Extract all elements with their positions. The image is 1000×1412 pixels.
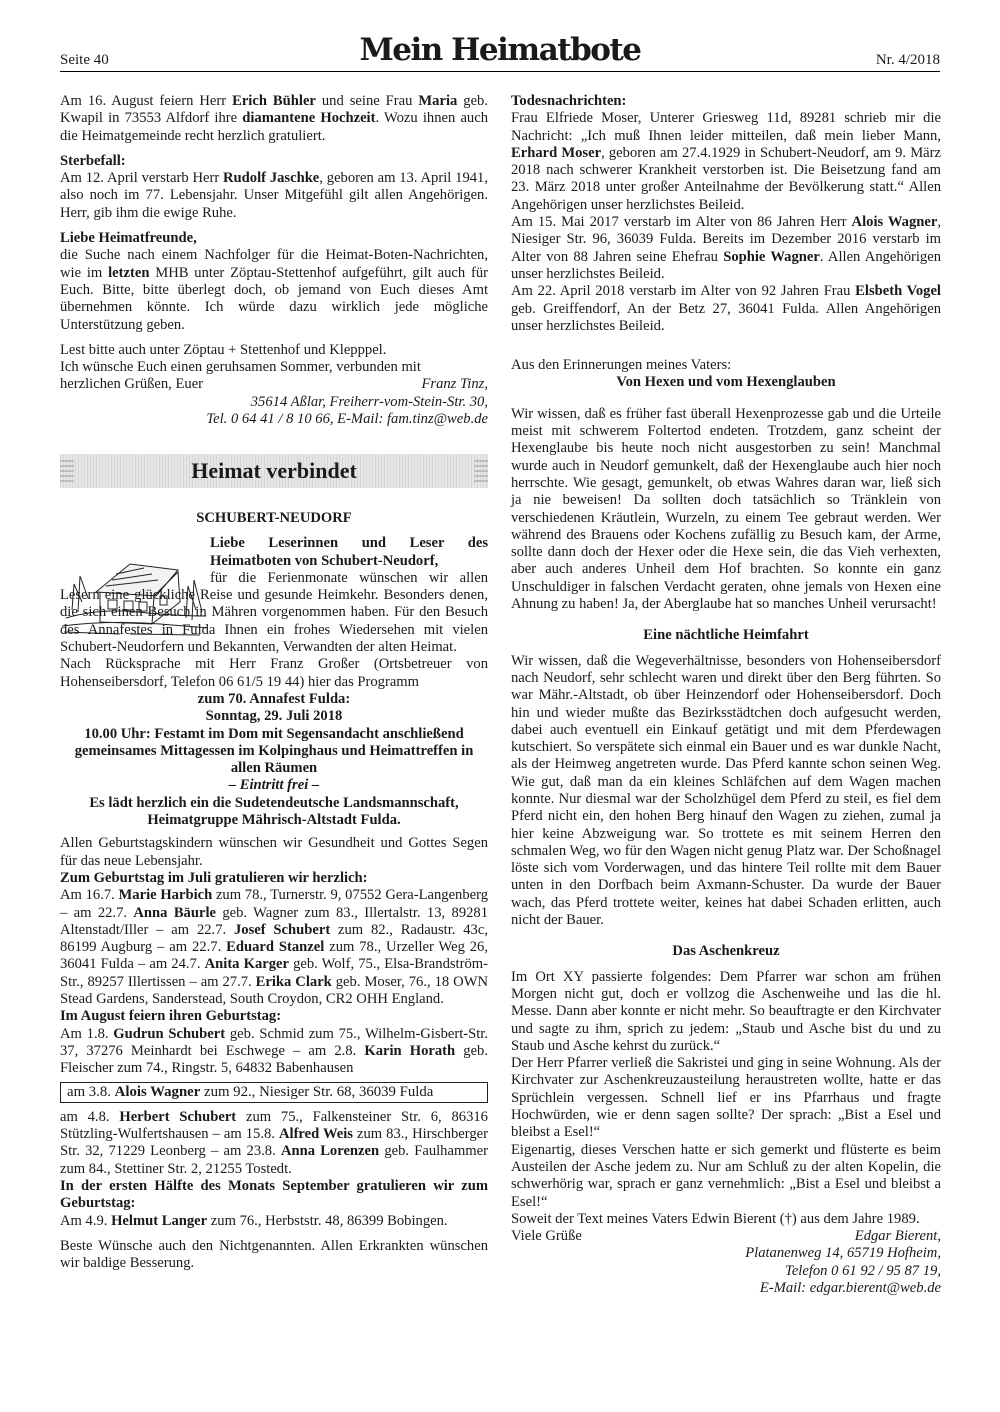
highlighted-birthday-box: am 3.8. Alois Wagner zum 92., Niesiger Str. 68, 36039 Fulda: [60, 1082, 488, 1103]
todesnachrichten-heading: Todesnachrichten:: [511, 93, 627, 109]
fest-date: Sonntag, 29. Juli 2018: [205, 708, 343, 725]
hexen-intro: Aus den Erinnerungen meines Vaters:: [511, 357, 732, 374]
todesnachricht-vogel: Am 22. April 2018 verstarb im Alter von 92 Jahren Frau Elsbeth Vogel geb. Greiffendorf, An der Betz 27, 36041 Fulda. Allen Angehörigen unser herzlichstes Beileid.: [511, 283, 941, 334]
liebe-heimatfreunde-text: die Suche nach einem Nachfolger für die Heimat-Boten-Nachrichten, wie im letzten MHB unter Zöptau-Stettenhof aufgeführt, gilt auch für Euch. Bitte, bitte überlegt doch, ob jemand von Euch dieses Amt übernehmen könnte. Ich würde dazu wirklich jede mögliche Unterstützung geben.: [60, 247, 488, 333]
august-birthdays-2: am 4.8. Herbert Schubert zum 75., Falkensteiner Str. 6, 86316 Stützling-Wulfertshausen – am 15.8. Alfred Weis zum 83., Hirschberger Str. 32, 71229 Leonberg – am 23.8. Anna Lorenzen geb. Faulhammer zum 84., Stettiner Str. 2, 21255 Tostedt.: [60, 1108, 488, 1177]
birthday-wishes: Allen Geburtstagskindern wünschen wir Gesundheit und Gottes Segen für das neue Lebensjahr.: [60, 835, 488, 869]
aschenkreuz-title: Das Aschenkreuz: [672, 943, 780, 960]
left-column-top: [60, 93, 488, 428]
masthead-logo: Mein Heimatbote: [359, 32, 641, 68]
aschenkreuz-para-4: Soweit der Text meines Vaters Edwin Bierent (†) aus dem Jahre 1989.: [511, 1210, 920, 1227]
final-wishes: Beste Wünsche auch den Nichtgenannten. Allen Erkrankten wünschen wir baldige Besserung.: [60, 1237, 488, 1272]
issue-number: Nr. 4/2018: [875, 52, 940, 68]
header-rule: [60, 71, 940, 72]
july-birthdays-heading: Zum Geburtstag im Juli gratulieren wir herzlich:: [60, 869, 368, 886]
anniversary-note: Am 16. August feiern Herr Erich Bühler und seine Frau Maria geb. Kwapil in 73553 Alfdorf ihre diamantene Hochzeit. Wozu ihnen auch die Heimatgemeinde recht herzlich gratuliert.: [60, 93, 488, 144]
sterbefall-heading: Sterbefall:: [60, 152, 126, 169]
signoff-email: E-Mail: edgar.bierent@web.de: [759, 1280, 941, 1296]
liebe-heimatfreunde-heading: Liebe Heimatfreunde,: [60, 230, 197, 247]
hexen-body: Wir wissen, daß es früher fast überall Hexenprozesse gab und die Urteile meist mit schwerem Foltertod endeten. Trotzdem, ganz scheint der Hexenglaube bis heute noch nicht ausgestorben zu sein! Manchmal wurde auch in Neudorf gemunkelt, daß der Hexenglaube auch hier noch herrschte. Wie gesagt, gemunkelt, ob etwas Wahres daran war, ließ sich ja nie beweisen! Da sollten doch tatsächlich so Tränklein von verschiedenen Kräutlein, Wurzeln, zu einem Tee gebraut werden. Wer während des Brauens oder Kochens zufällig zu Besuch kam, der Arme, sollte dann doch der Hexer oder die Hexe sein, die das Vieh verhexten, aber auch anderes Unheil dem Hof brachten. So konnte ein ganz Unschuldiger in falschen Verdacht geraten, ohne jemals von Hexen eine Ahnung zu haben! Ja, der Aberglaube hat so manches Unheil verursacht!: [511, 405, 941, 613]
fest-admission: – Eintritt frei –: [228, 777, 320, 794]
fest-title: zum 70. Annafest Fulda:: [197, 690, 351, 707]
closing-line-2: Ich wünsche Euch einen geruhsamen Sommer, verbunden mit: [60, 359, 421, 376]
signoff-phone: Telefon 0 61 92 / 95 87 19,: [785, 1262, 941, 1279]
heimfahrt-body: Wir wissen, daß die Wegeverhältnisse, besonders von Hohenseibersdorf nach Neudorf, sehr schlecht waren und direkt über den Berg führten. So war Mähr.-Altstadt, ob über Heinzendorf oder Hohenseibersdorf. Doch hin und wieder mußte das Bezirksstädtchen doch aufgesucht werden, dabei auch eventuell ein Einkauf getätigt und mit dem Pferdewagen kutschiert. So verspätete sich einmal ein Bauer und es war dunkle Nacht, als der Heimweg angetreten wurde. Das Pferd kannte schon seinen Weg. Wie gut, daß man da ein kleines Schläfchen auf dem Wagen machen konnte. Nur diesmal war der Scholzhügel dem Pferd zu steil, es fiel dem Pferd nicht ein, den hohen Berg hinauf den Wagen zu ziehen, zumal ja hier keine Abzweigung war. So trottete es mit seinem Herren den schmalen Weg, wo für den Wagen nicht genug Platz war. Der Schoßnagel löste sich vom Vorderwagen, und das hintere Teil rollte mit dem Bauer unten in den Dorfbach beim Axmann-Schuster. Da wurde der Bauer wach, das Pferd trottete weiter, keines hat dabei Schaden erlitten, auch nicht der Bauer.: [511, 652, 941, 929]
schubert-heading: SCHUBERT-NEUDORF: [196, 510, 352, 526]
banner-title: Heimat verbindet: [191, 458, 357, 483]
aschenkreuz-para-2: Der Herr Pfarrer verließ die Sakristei und ging in seine Wohnung. Als der Kirchvater zur Aschenkreuzausteilung heraustreten wollte, hatte er das Sprüchlein vergessen. Schnell lief er ins Pfarrhaus und fragte Hochwürden, wie er denn sagen sollte? Der sprach: „Bist a Esel und bleibst a Esel!“: [511, 1055, 941, 1141]
signoff-address: Platanenweg 14, 65719 Hofheim,: [745, 1245, 941, 1262]
author-contact: Tel. 0 64 41 / 8 10 66, E-Mail: fam.tinz@web.de: [206, 411, 488, 428]
aschenkreuz-para-3: Eigenartig, dieses Verschen hatte er sich gemerkt und flüsterte es beim Austeilen der Asche jedem zu. Nur am Schluß zu der alten Kopelin, die schwerhörig war, sprach er ganz vernehmlich: „Bist a Esel und bleibst a Esel!“: [511, 1141, 941, 1210]
schubert-neudorf-section: [60, 510, 488, 1272]
closing-line-3: herzlichen Grüßen, Euer Franz Tinz,: [60, 376, 488, 393]
fest-invite: Es lädt herzlich ein die Sudetendeutsche Landsmannschaft, Heimatgruppe Mährisch-Altstadt Fulda.: [89, 794, 459, 829]
september-birthdays: Am 4.9. Helmut Langer zum 76., Herbststr. 48, 86399 Bobingen.: [60, 1212, 448, 1229]
august-birthdays-heading: Im August feiern ihren Geburtstag:: [60, 1008, 282, 1025]
todesnachricht-moser: Frau Elfriede Moser, Unterer Griesweg 11d, 89281 schrieb mir die Nachricht: „Ich muß Ihnen leider mitteilen, daß mein lieber Mann, Erhard Moser, geboren am 27.4.1929 in Schubert-Neudorf, am 9. März 2018 nach schwerer Krankheit verstorben ist. Die Beisetzung fand am 23. März 2018 unter großer Anteilnahme der Bevölkerung statt.“ Allen Angehörigen unser herzlichstes Beileid.: [511, 110, 941, 213]
schubert-para-2: Nach Rücksprache mit Herr Franz Großer (Ortsbetreuer von Hohenseibersdorf, Telefon 06 61/5 19 44) hier das Programm: [60, 656, 488, 690]
september-birthdays-heading: In der ersten Hälfte des Monats September gratulieren wir zum Geburtstag:: [60, 1177, 488, 1212]
todesnachricht-wagner: Am 15. Mai 2017 verstarb im Alter von 86 Jahren Herr Alois Wagner, Niesiger Str. 96, 36039 Fulda. Bereits im Dezember 2016 verstarb im Alter von 88 Jahren seine Ehefrau Sophie Wagner. Allen Angehörigen unser herzlichstes Beileid.: [511, 214, 942, 282]
section-banner: [60, 454, 488, 488]
signoff-line: Viele Grüße Edgar Bierent,: [511, 1228, 941, 1245]
aschenkreuz-para-1: Im Ort XY passierte folgendes: Dem Pfarrer war schon am frühen Morgen nicht gut, doch er vollzog die Aschenweihe und las die hl. Messe. Dann aber konnte er nicht mehr. So beauftragte er den Kirchvater und sagte zu ihm, sprich zu jedem: „Staub und Asche bist du und zu Staub und Asche kehrst du zurück.“: [511, 968, 941, 1054]
right-column: [511, 93, 941, 1297]
page-number: Seite 40: [60, 52, 109, 68]
closing-line-1: Lest bitte auch unter Zöptau + Stettenhof und Klepppel.: [60, 341, 387, 358]
fest-program: 10.00 Uhr: Festamt im Dom mit Segensandacht anschließend gemeinsames Mittagessen im Kolpinghaus und Heimattreffen in allen Räumen: [74, 725, 474, 777]
heimfahrt-title: Eine nächtliche Heimfahrt: [643, 627, 809, 644]
august-birthdays-1: Am 1.8. Gudrun Schubert geb. Schmid zum 75., Wilhelm-Gisbert-Str. 37, 37276 Meinhardt bei Eschwege – am 2.8. Karin Horath geb. Fleischer zum 74., Ringstr. 5, 64832 Babenhausen: [60, 1025, 488, 1077]
schubert-greeting: Liebe Leserinnen und Leser des Heimatboten von Schubert-Neudorf,: [210, 535, 488, 569]
author-address: 35614 Aßlar, Freiherr-vom-Stein-Str. 30,: [250, 393, 488, 410]
sterbefall-text: Am 12. April verstarb Herr Rudolf Jaschke, geboren am 13. April 1941, also noch im 77. Lebensjahr. Unser Mitgefühl gilt allen Angehörigen. Herr, gib ihm die ewige Ruhe.: [60, 170, 488, 221]
schubert-para-1: für die Ferienmonate wünschen wir allen Lesern eine glückliche Reise und gesunde Heimkehr. Besonders denen, die sich einen Besuch in Mähren vorgenommen haben. Für den Besuch des Annafestes in Fulda Ihnen ein frohes Wiedersehen mit vielen Schubert-Neudorfern und Bekannten, Verwandten der alten Heimat.: [60, 569, 488, 656]
july-birthdays: Am 16.7. Marie Harbich zum 78., Turnerstr. 9, 07552 Gera-Langenberg – am 22.7. Anna Bäurle geb. Wagner zum 83., Illertalstr. 13, 89281 Altenstadt/Iller – am 22.7. Josef Schubert zum 82., Radaustr. 43c, 86199 Augburg – am 22.7. Eduard Stanzel zum 78., Urzeller Weg 26, 36041 Fulda – am 24.7. Anita Karger geb. Wolf, 75., Elsa-Brandström-Str., 89257 Illertissen – am 27.7. Erika Clark geb. Moser, 76., 18 OWN Stead Gardens, Sanderstead, South Croydon, CR2 OHH England.: [60, 887, 489, 1008]
page-header: [60, 30, 940, 70]
hexen-title: Von Hexen und vom Hexenglauben: [616, 374, 836, 391]
